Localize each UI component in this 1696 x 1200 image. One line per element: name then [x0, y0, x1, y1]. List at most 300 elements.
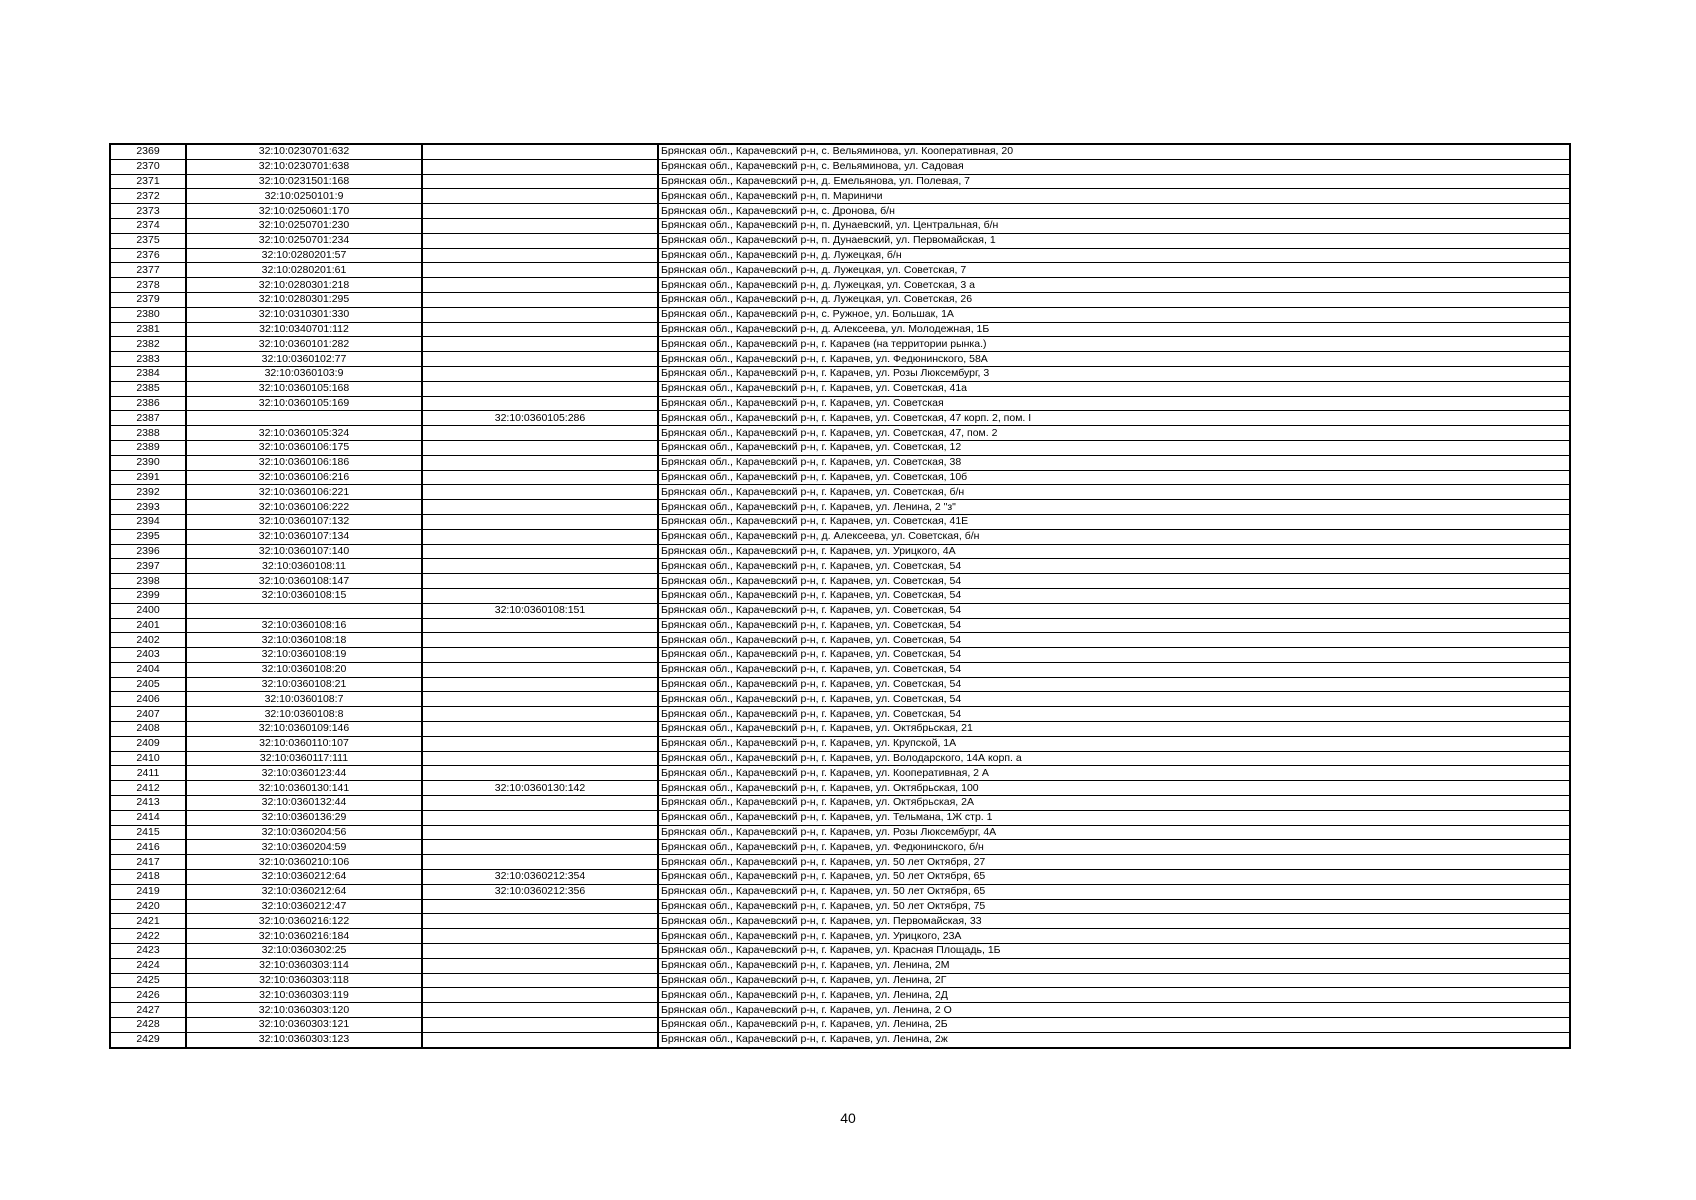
cadastral-number-cell: 32:10:0280201:57 — [186, 248, 422, 263]
row-number-cell: 2426 — [110, 988, 186, 1003]
cadastral-number-cell: 32:10:0280301:295 — [186, 292, 422, 307]
table-row — [110, 352, 1570, 367]
cadastral-number-cell: 32:10:0360108:18 — [186, 633, 422, 648]
linked-cadastral-number-cell — [422, 218, 658, 233]
address-cell: Брянская обл., Карачевский р-н, г. Карачев, ул. Ленина, 2 "з" — [658, 500, 1570, 515]
row-number-cell: 2416 — [110, 840, 186, 855]
cadastral-number-cell: 32:10:0360108:19 — [186, 648, 422, 663]
linked-cadastral-number-cell — [422, 514, 658, 529]
linked-cadastral-number-cell: 32:10:0360212:354 — [422, 870, 658, 885]
row-number-cell: 2394 — [110, 514, 186, 529]
address-cell: Брянская обл., Карачевский р-н, г. Карачев, ул. Федюнинского, б/н — [658, 840, 1570, 855]
table-row — [110, 692, 1570, 707]
table-row — [110, 248, 1570, 263]
linked-cadastral-number-cell — [422, 1003, 658, 1018]
row-number-cell: 2373 — [110, 204, 186, 219]
table-row — [110, 514, 1570, 529]
row-number-cell: 2390 — [110, 455, 186, 470]
address-cell: Брянская обл., Карачевский р-н, г. Карачев, ул. Ленина, 2Б — [658, 1018, 1570, 1033]
address-cell: Брянская обл., Карачевский р-н, г. Карачев, ул. Федюнинского, 58А — [658, 352, 1570, 367]
row-number-cell: 2415 — [110, 825, 186, 840]
row-number-cell: 2380 — [110, 307, 186, 322]
row-number-cell: 2370 — [110, 159, 186, 174]
linked-cadastral-number-cell — [422, 559, 658, 574]
row-number-cell: 2417 — [110, 855, 186, 870]
table-row — [110, 189, 1570, 204]
linked-cadastral-number-cell — [422, 278, 658, 293]
linked-cadastral-number-cell — [422, 248, 658, 263]
row-number-cell: 2399 — [110, 588, 186, 603]
linked-cadastral-number-cell — [422, 618, 658, 633]
row-number-cell: 2420 — [110, 899, 186, 914]
row-number-cell: 2406 — [110, 692, 186, 707]
row-number-cell: 2369 — [110, 144, 186, 159]
table-row — [110, 159, 1570, 174]
address-cell: Брянская обл., Карачевский р-н, с. Ружное, ул. Большак, 1А — [658, 307, 1570, 322]
linked-cadastral-number-cell — [422, 914, 658, 929]
row-number-cell: 2427 — [110, 1003, 186, 1018]
cadastral-number-cell: 32:10:0360109:146 — [186, 722, 422, 737]
row-number-cell: 2422 — [110, 929, 186, 944]
cadastral-number-cell: 32:10:0360303:120 — [186, 1003, 422, 1018]
address-cell: Брянская обл., Карачевский р-н, д. Алексеева, ул. Советская, б/н — [658, 529, 1570, 544]
linked-cadastral-number-cell — [422, 500, 658, 515]
address-cell: Брянская обл., Карачевский р-н, п. Мариничи — [658, 189, 1570, 204]
cadastral-number-cell: 32:10:0360136:29 — [186, 810, 422, 825]
table-row — [110, 500, 1570, 515]
cadastral-number-cell: 32:10:0250101:9 — [186, 189, 422, 204]
linked-cadastral-number-cell — [422, 707, 658, 722]
cadastral-number-cell: 32:10:0360102:77 — [186, 352, 422, 367]
linked-cadastral-number-cell — [422, 574, 658, 589]
linked-cadastral-number-cell: 32:10:0360130:142 — [422, 781, 658, 796]
cadastral-number-cell: 32:10:0360204:59 — [186, 840, 422, 855]
cadastral-number-cell: 32:10:0360108:21 — [186, 677, 422, 692]
table-row — [110, 485, 1570, 500]
linked-cadastral-number-cell — [422, 899, 658, 914]
cadastral-number-cell: 32:10:0360105:169 — [186, 396, 422, 411]
cadastral-number-cell: 32:10:0250601:170 — [186, 204, 422, 219]
address-cell: Брянская обл., Карачевский р-н, г. Карачев, ул. Советская, 54 — [658, 648, 1570, 663]
cadastral-number-cell: 32:10:0360303:114 — [186, 958, 422, 973]
table-row — [110, 218, 1570, 233]
row-number-cell: 2389 — [110, 440, 186, 455]
cadastral-number-cell — [186, 603, 422, 618]
row-number-cell: 2423 — [110, 944, 186, 959]
cadastral-number-cell: 32:10:0360110:107 — [186, 736, 422, 751]
linked-cadastral-number-cell — [422, 677, 658, 692]
table-row — [110, 381, 1570, 396]
linked-cadastral-number-cell — [422, 396, 658, 411]
address-cell: Брянская обл., Карачевский р-н, г. Карачев, ул. 50 лет Октября, 75 — [658, 899, 1570, 914]
address-cell: Брянская обл., Карачевский р-н, г. Карачев, ул. Советская, 54 — [658, 662, 1570, 677]
linked-cadastral-number-cell — [422, 929, 658, 944]
cadastral-number-cell: 32:10:0360108:8 — [186, 707, 422, 722]
address-cell: Брянская обл., Карачевский р-н, г. Карачев, ул. Ленина, 2ж — [658, 1032, 1570, 1047]
row-number-cell: 2376 — [110, 248, 186, 263]
table-row — [110, 1018, 1570, 1033]
row-number-cell: 2378 — [110, 278, 186, 293]
table-row — [110, 411, 1570, 426]
address-cell: Брянская обл., Карачевский р-н, г. Карачев, ул. Первомайская, 33 — [658, 914, 1570, 929]
linked-cadastral-number-cell — [422, 766, 658, 781]
cadastral-number-cell: 32:10:0360108:147 — [186, 574, 422, 589]
linked-cadastral-number-cell — [422, 263, 658, 278]
cadastral-number-cell: 32:10:0360107:132 — [186, 514, 422, 529]
cadastral-number-cell: 32:10:0360303:118 — [186, 973, 422, 988]
row-number-cell: 2374 — [110, 218, 186, 233]
registry-table — [109, 143, 1571, 1049]
address-cell: Брянская обл., Карачевский р-н, г. Карачев, ул. Советская, 54 — [658, 574, 1570, 589]
cadastral-number-cell: 32:10:0360106:186 — [186, 455, 422, 470]
table-row — [110, 278, 1570, 293]
table-row — [110, 233, 1570, 248]
table-row — [110, 988, 1570, 1003]
address-cell: Брянская обл., Карачевский р-н, г. Карачев, ул. Советская, 54 — [658, 618, 1570, 633]
linked-cadastral-number-cell — [422, 381, 658, 396]
row-number-cell: 2396 — [110, 544, 186, 559]
address-cell: Брянская обл., Карачевский р-н, г. Карачев, ул. Советская, 47 корп. 2, пом. I — [658, 411, 1570, 426]
table-row — [110, 870, 1570, 885]
table-row — [110, 796, 1570, 811]
cadastral-number-cell: 32:10:0360103:9 — [186, 366, 422, 381]
address-cell: Брянская обл., Карачевский р-н, д. Лужецкая, ул. Советская, 7 — [658, 263, 1570, 278]
cadastral-number-cell: 32:10:0360105:168 — [186, 381, 422, 396]
registry-table-body — [110, 144, 1570, 1048]
row-number-cell: 2387 — [110, 411, 186, 426]
table-row — [110, 707, 1570, 722]
address-cell: Брянская обл., Карачевский р-н, п. Дунаевский, ул. Первомайская, 1 — [658, 233, 1570, 248]
cadastral-number-cell: 32:10:0360303:121 — [186, 1018, 422, 1033]
table-row — [110, 574, 1570, 589]
address-cell: Брянская обл., Карачевский р-н, г. Карачев, ул. 50 лет Октября, 65 — [658, 870, 1570, 885]
address-cell: Брянская обл., Карачевский р-н, д. Емельянова, ул. Полевая, 7 — [658, 174, 1570, 189]
cadastral-number-cell: 32:10:0360303:123 — [186, 1032, 422, 1047]
linked-cadastral-number-cell — [422, 1032, 658, 1047]
table-row — [110, 455, 1570, 470]
address-cell: Брянская обл., Карачевский р-н, г. Карачев (на территории рынка.) — [658, 337, 1570, 352]
cadastral-number-cell: 32:10:0360212:64 — [186, 870, 422, 885]
address-cell: Брянская обл., Карачевский р-н, г. Карачев, ул. Розы Люксембург, 4А — [658, 825, 1570, 840]
cadastral-number-cell: 32:10:0230701:638 — [186, 159, 422, 174]
cadastral-number-cell — [186, 411, 422, 426]
table-row — [110, 322, 1570, 337]
cadastral-number-cell: 32:10:0360106:221 — [186, 485, 422, 500]
linked-cadastral-number-cell — [422, 1018, 658, 1033]
cadastral-number-cell: 32:10:0360108:15 — [186, 588, 422, 603]
linked-cadastral-number-cell — [422, 174, 658, 189]
row-number-cell: 2414 — [110, 810, 186, 825]
table-row — [110, 973, 1570, 988]
cadastral-number-cell: 32:10:0360108:7 — [186, 692, 422, 707]
address-cell: Брянская обл., Карачевский р-н, г. Карачев, ул. Советская, 41а — [658, 381, 1570, 396]
row-number-cell: 2409 — [110, 736, 186, 751]
linked-cadastral-number-cell — [422, 292, 658, 307]
linked-cadastral-number-cell — [422, 722, 658, 737]
row-number-cell: 2424 — [110, 958, 186, 973]
cadastral-number-cell: 32:10:0280301:218 — [186, 278, 422, 293]
table-row — [110, 529, 1570, 544]
table-row — [110, 736, 1570, 751]
linked-cadastral-number-cell — [422, 633, 658, 648]
linked-cadastral-number-cell — [422, 144, 658, 159]
cadastral-number-cell: 32:10:0360123:44 — [186, 766, 422, 781]
cadastral-number-cell: 32:10:0360107:140 — [186, 544, 422, 559]
address-cell: Брянская обл., Карачевский р-н, п. Дунаевский, ул. Центральная, б/н — [658, 218, 1570, 233]
linked-cadastral-number-cell — [422, 810, 658, 825]
cadastral-number-cell: 32:10:0360117:111 — [186, 751, 422, 766]
row-number-cell: 2429 — [110, 1032, 186, 1047]
linked-cadastral-number-cell — [422, 352, 658, 367]
row-number-cell: 2404 — [110, 662, 186, 677]
row-number-cell: 2402 — [110, 633, 186, 648]
address-cell: Брянская обл., Карачевский р-н, г. Карачев, ул. Советская — [658, 396, 1570, 411]
linked-cadastral-number-cell — [422, 233, 658, 248]
table-row — [110, 648, 1570, 663]
linked-cadastral-number-cell: 32:10:0360212:356 — [422, 884, 658, 899]
cadastral-number-cell: 32:10:0360302:25 — [186, 944, 422, 959]
linked-cadastral-number-cell — [422, 366, 658, 381]
address-cell: Брянская обл., Карачевский р-н, г. Карачев, ул. Октябрьская, 2А — [658, 796, 1570, 811]
address-cell: Брянская обл., Карачевский р-н, г. Карачев, ул. Ленина, 2Г — [658, 973, 1570, 988]
row-number-cell: 2408 — [110, 722, 186, 737]
address-cell: Брянская обл., Карачевский р-н, г. Карачев, ул. Советская, 54 — [658, 692, 1570, 707]
address-cell: Брянская обл., Карачевский р-н, г. Карачев, ул. Володарского, 14А корп. а — [658, 751, 1570, 766]
address-cell: Брянская обл., Карачевский р-н, г. Карачев, ул. 50 лет Октября, 27 — [658, 855, 1570, 870]
address-cell: Брянская обл., Карачевский р-н, д. Лужецкая, ул. Советская, 3 а — [658, 278, 1570, 293]
linked-cadastral-number-cell: 32:10:0360108:151 — [422, 603, 658, 618]
linked-cadastral-number-cell — [422, 796, 658, 811]
table-row — [110, 544, 1570, 559]
cadastral-number-cell: 32:10:0360303:119 — [186, 988, 422, 1003]
cadastral-number-cell: 32:10:0360108:20 — [186, 662, 422, 677]
address-cell: Брянская обл., Карачевский р-н, г. Карачев, ул. Ленина, 2М — [658, 958, 1570, 973]
linked-cadastral-number-cell — [422, 692, 658, 707]
table-row — [110, 944, 1570, 959]
linked-cadastral-number-cell — [422, 159, 658, 174]
table-row — [110, 781, 1570, 796]
row-number-cell: 2383 — [110, 352, 186, 367]
address-cell: Брянская обл., Карачевский р-н, г. Карачев, ул. 50 лет Октября, 65 — [658, 884, 1570, 899]
linked-cadastral-number-cell — [422, 662, 658, 677]
address-cell: Брянская обл., Карачевский р-н, г. Карачев, ул. Советская, 54 — [658, 559, 1570, 574]
row-number-cell: 2407 — [110, 707, 186, 722]
address-cell: Брянская обл., Карачевский р-н, г. Карачев, ул. Октябрьская, 100 — [658, 781, 1570, 796]
row-number-cell: 2388 — [110, 426, 186, 441]
linked-cadastral-number-cell — [422, 588, 658, 603]
cadastral-number-cell: 32:10:0360108:16 — [186, 618, 422, 633]
cadastral-number-cell: 32:10:0360212:47 — [186, 899, 422, 914]
row-number-cell: 2397 — [110, 559, 186, 574]
row-number-cell: 2371 — [110, 174, 186, 189]
address-cell: Брянская обл., Карачевский р-н, г. Карачев, ул. Октябрьская, 21 — [658, 722, 1570, 737]
address-cell: Брянская обл., Карачевский р-н, с. Вельяминова, ул. Садовая — [658, 159, 1570, 174]
address-cell: Брянская обл., Карачевский р-н, г. Карачев, ул. Советская, 10б — [658, 470, 1570, 485]
table-row — [110, 899, 1570, 914]
table-row — [110, 307, 1570, 322]
cadastral-number-cell: 32:10:0360216:122 — [186, 914, 422, 929]
table-row — [110, 840, 1570, 855]
table-row — [110, 588, 1570, 603]
row-number-cell: 2385 — [110, 381, 186, 396]
row-number-cell: 2419 — [110, 884, 186, 899]
row-number-cell: 2401 — [110, 618, 186, 633]
linked-cadastral-number-cell — [422, 204, 658, 219]
table-row — [110, 662, 1570, 677]
cadastral-number-cell: 32:10:0230701:632 — [186, 144, 422, 159]
row-number-cell: 2382 — [110, 337, 186, 352]
linked-cadastral-number-cell — [422, 751, 658, 766]
linked-cadastral-number-cell — [422, 944, 658, 959]
row-number-cell: 2372 — [110, 189, 186, 204]
table-row — [110, 825, 1570, 840]
row-number-cell: 2392 — [110, 485, 186, 500]
table-row — [110, 144, 1570, 159]
cadastral-number-cell: 32:10:0250701:234 — [186, 233, 422, 248]
row-number-cell: 2403 — [110, 648, 186, 663]
cadastral-number-cell: 32:10:0360106:216 — [186, 470, 422, 485]
linked-cadastral-number-cell — [422, 455, 658, 470]
linked-cadastral-number-cell — [422, 736, 658, 751]
cadastral-number-cell: 32:10:0360212:64 — [186, 884, 422, 899]
address-cell: Брянская обл., Карачевский р-н, г. Карачев, ул. Урицкого, 23А — [658, 929, 1570, 944]
table-row — [110, 751, 1570, 766]
page-number: 40 — [840, 1110, 856, 1126]
address-cell: Брянская обл., Карачевский р-н, д. Лужецкая, б/н — [658, 248, 1570, 263]
address-cell: Брянская обл., Карачевский р-н, г. Карачев, ул. Советская, 54 — [658, 677, 1570, 692]
cadastral-number-cell: 32:10:0360204:56 — [186, 825, 422, 840]
row-number-cell: 2425 — [110, 973, 186, 988]
cadastral-number-cell: 32:10:0340701:112 — [186, 322, 422, 337]
table-row — [110, 618, 1570, 633]
table-row — [110, 914, 1570, 929]
linked-cadastral-number-cell — [422, 307, 658, 322]
row-number-cell: 2413 — [110, 796, 186, 811]
table-row — [110, 633, 1570, 648]
table-row — [110, 396, 1570, 411]
table-row — [110, 766, 1570, 781]
address-cell: Брянская обл., Карачевский р-н, г. Карачев, ул. Ленина, 2 О — [658, 1003, 1570, 1018]
cadastral-number-cell: 32:10:0360106:222 — [186, 500, 422, 515]
address-cell: Брянская обл., Карачевский р-н, с. Вельяминова, ул. Кооперативная, 20 — [658, 144, 1570, 159]
row-number-cell: 2377 — [110, 263, 186, 278]
row-number-cell: 2386 — [110, 396, 186, 411]
linked-cadastral-number-cell — [422, 529, 658, 544]
address-cell: Брянская обл., Карачевский р-н, г. Карачев, ул. Крупской, 1А — [658, 736, 1570, 751]
address-cell: Брянская обл., Карачевский р-н, г. Карачев, ул. Советская, 54 — [658, 588, 1570, 603]
address-cell: Брянская обл., Карачевский р-н, г. Карачев, ул. Ленина, 2Д — [658, 988, 1570, 1003]
table-row — [110, 884, 1570, 899]
row-number-cell: 2384 — [110, 366, 186, 381]
linked-cadastral-number-cell — [422, 648, 658, 663]
cadastral-number-cell: 32:10:0360105:324 — [186, 426, 422, 441]
linked-cadastral-number-cell — [422, 426, 658, 441]
table-row — [110, 559, 1570, 574]
table-row — [110, 929, 1570, 944]
cadastral-number-cell: 32:10:0360216:184 — [186, 929, 422, 944]
linked-cadastral-number-cell — [422, 825, 658, 840]
address-cell: Брянская обл., Карачевский р-н, г. Карачев, ул. Кооперативная, 2 А — [658, 766, 1570, 781]
linked-cadastral-number-cell — [422, 840, 658, 855]
table-row — [110, 855, 1570, 870]
row-number-cell: 2375 — [110, 233, 186, 248]
row-number-cell: 2398 — [110, 574, 186, 589]
cadastral-number-cell: 32:10:0231501:168 — [186, 174, 422, 189]
row-number-cell: 2395 — [110, 529, 186, 544]
address-cell: Брянская обл., Карачевский р-н, г. Карачев, ул. Красная Площадь, 1Б — [658, 944, 1570, 959]
table-row — [110, 292, 1570, 307]
linked-cadastral-number-cell: 32:10:0360105:286 — [422, 411, 658, 426]
table-row — [110, 174, 1570, 189]
cadastral-number-cell: 32:10:0250701:230 — [186, 218, 422, 233]
table-row — [110, 603, 1570, 618]
table-row — [110, 1003, 1570, 1018]
address-cell: Брянская обл., Карачевский р-н, г. Карачев, ул. Советская, 12 — [658, 440, 1570, 455]
linked-cadastral-number-cell — [422, 485, 658, 500]
cadastral-number-cell: 32:10:0360107:134 — [186, 529, 422, 544]
table-row — [110, 366, 1570, 381]
linked-cadastral-number-cell — [422, 189, 658, 204]
address-cell: Брянская обл., Карачевский р-н, г. Карачев, ул. Советская, 47, пом. 2 — [658, 426, 1570, 441]
cadastral-number-cell: 32:10:0280201:61 — [186, 263, 422, 278]
address-cell: Брянская обл., Карачевский р-н, г. Карачев, ул. Советская, 54 — [658, 603, 1570, 618]
table-row — [110, 958, 1570, 973]
linked-cadastral-number-cell — [422, 973, 658, 988]
row-number-cell: 2379 — [110, 292, 186, 307]
row-number-cell: 2391 — [110, 470, 186, 485]
row-number-cell: 2412 — [110, 781, 186, 796]
cadastral-number-cell: 32:10:0360132:44 — [186, 796, 422, 811]
cadastral-number-cell: 32:10:0360101:282 — [186, 337, 422, 352]
row-number-cell: 2393 — [110, 500, 186, 515]
address-cell: Брянская обл., Карачевский р-н, г. Карачев, ул. Советская, б/н — [658, 485, 1570, 500]
row-number-cell: 2428 — [110, 1018, 186, 1033]
table-row — [110, 337, 1570, 352]
table-row — [110, 426, 1570, 441]
cadastral-number-cell: 32:10:0360106:175 — [186, 440, 422, 455]
address-cell: Брянская обл., Карачевский р-н, д. Алексеева, ул. Молодежная, 1Б — [658, 322, 1570, 337]
cadastral-number-cell: 32:10:0360130:141 — [186, 781, 422, 796]
cadastral-number-cell: 32:10:0310301:330 — [186, 307, 422, 322]
address-cell: Брянская обл., Карачевский р-н, г. Карачев, ул. Урицкого, 4А — [658, 544, 1570, 559]
row-number-cell: 2411 — [110, 766, 186, 781]
table-row — [110, 722, 1570, 737]
row-number-cell: 2410 — [110, 751, 186, 766]
row-number-cell: 2405 — [110, 677, 186, 692]
address-cell: Брянская обл., Карачевский р-н, г. Карачев, ул. Тельмана, 1Ж стр. 1 — [658, 810, 1570, 825]
linked-cadastral-number-cell — [422, 470, 658, 485]
linked-cadastral-number-cell — [422, 988, 658, 1003]
linked-cadastral-number-cell — [422, 322, 658, 337]
address-cell: Брянская обл., Карачевский р-н, г. Карачев, ул. Розы Люксембург, 3 — [658, 366, 1570, 381]
row-number-cell: 2421 — [110, 914, 186, 929]
cadastral-number-cell: 32:10:0360108:11 — [186, 559, 422, 574]
linked-cadastral-number-cell — [422, 440, 658, 455]
address-cell: Брянская обл., Карачевский р-н, г. Карачев, ул. Советская, 54 — [658, 707, 1570, 722]
address-cell: Брянская обл., Карачевский р-н, с. Дронова, б/н — [658, 204, 1570, 219]
table-row — [110, 263, 1570, 278]
table-row — [110, 470, 1570, 485]
table-row — [110, 204, 1570, 219]
linked-cadastral-number-cell — [422, 958, 658, 973]
cadastral-number-cell: 32:10:0360210:106 — [186, 855, 422, 870]
row-number-cell: 2400 — [110, 603, 186, 618]
address-cell: Брянская обл., Карачевский р-н, г. Карачев, ул. Советская, 38 — [658, 455, 1570, 470]
table-row — [110, 810, 1570, 825]
address-cell: Брянская обл., Карачевский р-н, д. Лужецкая, ул. Советская, 26 — [658, 292, 1570, 307]
row-number-cell: 2418 — [110, 870, 186, 885]
table-row — [110, 677, 1570, 692]
